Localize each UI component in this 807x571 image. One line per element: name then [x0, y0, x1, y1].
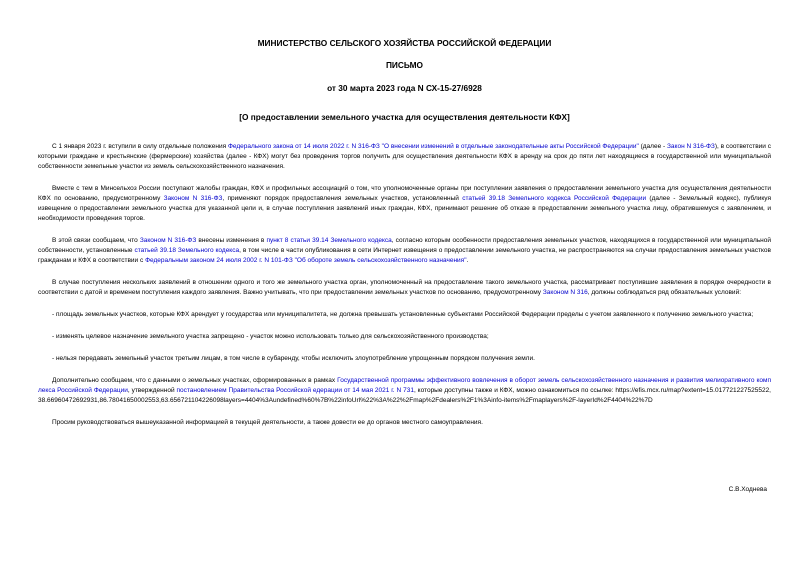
- document-body: [38, 142, 771, 428]
- text: , согласно которым особенности предоставления земельных участков, находящихся в государственной или муниципальной собственности, установленные: [38, 237, 771, 254]
- link-federal-law-316[interactable]: Федерального закона от 14 июля 2022 г. N 316-ФЗ "О внесении изменений в отдельные законодательные акты Российской Федерации": [227, 143, 639, 150]
- signature: С.В.Ходнева: [728, 486, 767, 493]
- link-article-39-18[interactable]: статьей 39.18 Земельного кодекса Российской Федерации: [462, 195, 647, 202]
- text: .: [466, 257, 469, 264]
- link-law-316[interactable]: Закон N 316-ФЗ: [667, 143, 715, 150]
- text: внесены изменения в: [196, 237, 267, 244]
- text: В этой связи сообщаем, что: [52, 237, 140, 244]
- text: С 1 января 2023 г. вступили в силу отдельные положения: [52, 143, 228, 150]
- bullet-item: - изменять целевое назначение земельного участка запрещено - участок можно использовать только для сельскохозяйственного производства;: [52, 333, 489, 340]
- text: , применяют порядок предоставления земельных участков, установленный: [222, 195, 463, 202]
- text: В случае поступления нескольких заявлений в отношении одного и того же земельного участка орган, уполномоченный на предоставление такого земельного участка, рассматривает поступившие заявления в порядке очередности в соответствии с датой и временем поступления каждого заявления. Важно учитывать, что при предоставлении земельных участков по основанию, предусмотренному: [38, 279, 771, 296]
- paragraph-4: [38, 278, 771, 298]
- link-government-decree-731[interactable]: постановлением Правительства Российской едерации от 14 мая 2021 г. N 731: [176, 387, 414, 394]
- paragraph-5: [38, 376, 771, 406]
- bullet-item: - площадь земельных участков, которые КФХ арендует у государства или муниципалитета, не должна превышать установленные субъектами Российской Федерации пределы с учетом заявленного к получению земельного участка;: [52, 311, 754, 318]
- link-federal-law-101[interactable]: Федеральным законом 24 июля 2002 г. N 101-ФЗ "Об обороте земель сельскохозяйственного назначения": [145, 257, 467, 264]
- text: , должны соблюдаться ряд обязательных условий:: [587, 289, 742, 296]
- link-article-39-18[interactable]: статьей 39.18 Земельного кодекса: [134, 247, 240, 254]
- text: , утвержденной: [127, 387, 177, 394]
- text: (далее -: [638, 143, 667, 150]
- link-law-316[interactable]: Законом N 316-ФЗ: [163, 195, 223, 202]
- paragraph-2: [38, 184, 771, 224]
- document-subject: [О предоставлении земельного участка для осуществления деятельности КФХ]: [239, 112, 570, 122]
- link-state-program[interactable]: Государственной программы эффективного вовлечения в оборот земель сельскохозяйственного назначения и развития мелиоративного комплекса Российской Федерации: [38, 377, 771, 394]
- link-law-316[interactable]: Законом N 316: [542, 289, 588, 296]
- text: (далее - Земельный кодекс), публикуя извещение о предоставлении земельного участка для указанной цели и, в случае поступления заявлений иных граждан, КФХ, принимают решение об отказе в предоставлении земельного участка лицу, обратившемуся с заявлением, и необходимости проведения торгов.: [38, 195, 771, 222]
- bullet-item: - нельзя передавать земельный участок третьим лицам, в том числе в субаренду, чтобы исключить злоупотребление упрощенным порядком получения земли.: [52, 355, 535, 362]
- text: ), в соответствии с которыми граждане и крестьянские (фермерские) хозяйства (далее - КФХ) могут без проведения торгов получить для осуществления деятельности КФХ в аренду на срок до пяти лет находящиеся в государственной или муниципальной собственности земельные участки из земель сельскохозяйственного назначения.: [38, 143, 772, 170]
- text: , которые доступны также и КФХ, можно ознакомиться по ссылке: https://efis.mcx.ru/map?extent=15.017721227525522,38.66960472692931,86.78041650002553,63.656721104226098layers=4404%3Aundefined%60%7B%22infoUrl%22%3A%22%2Fmap%2Fdealers%2F1%3Ainfo-items%2Fmaplayers%2F-layerId%2F4404%22%7D: [38, 387, 771, 404]
- ministry-title: МИНИСТЕРСТВО СЕЛЬСКОГО ХОЗЯЙСТВА РОССИЙСКОЙ ФЕДЕРАЦИИ: [257, 38, 552, 48]
- paragraph-3: [38, 236, 771, 266]
- text: , в том числе в части опубликования в сети Интернет извещения о предоставлении земельного участка, не распространяются на случаи предоставления земельных участков гражданам и КФХ в соответствии с: [38, 247, 771, 264]
- text: Вместе с тем в Минсельхоз России поступают жалобы граждан, КФХ и профильных ассоциаций о том, что уполномоченные органы при поступлении заявления о предоставлении земельного участка для осуществления деятельности КФХ по основанию, предусмотренному: [38, 185, 771, 202]
- text: Дополнительно сообщаем, что с данными о земельных участках, сформированных в рамках: [52, 377, 338, 384]
- link-article-39-14[interactable]: пункт 8 статьи 39.14 Земельного кодекса: [266, 237, 392, 244]
- paragraph-6: Просим руководствоваться вышеуказанной информацией в текущей деятельности, а также довести ее до органов местного самоуправления.: [52, 419, 483, 426]
- document-type: ПИСЬМО: [385, 60, 424, 70]
- paragraph-1: [38, 142, 771, 172]
- link-law-316[interactable]: Законом N 316-ФЗ: [139, 237, 197, 244]
- date-number: от 30 марта 2023 года N СХ-15-27/6928: [327, 83, 482, 93]
